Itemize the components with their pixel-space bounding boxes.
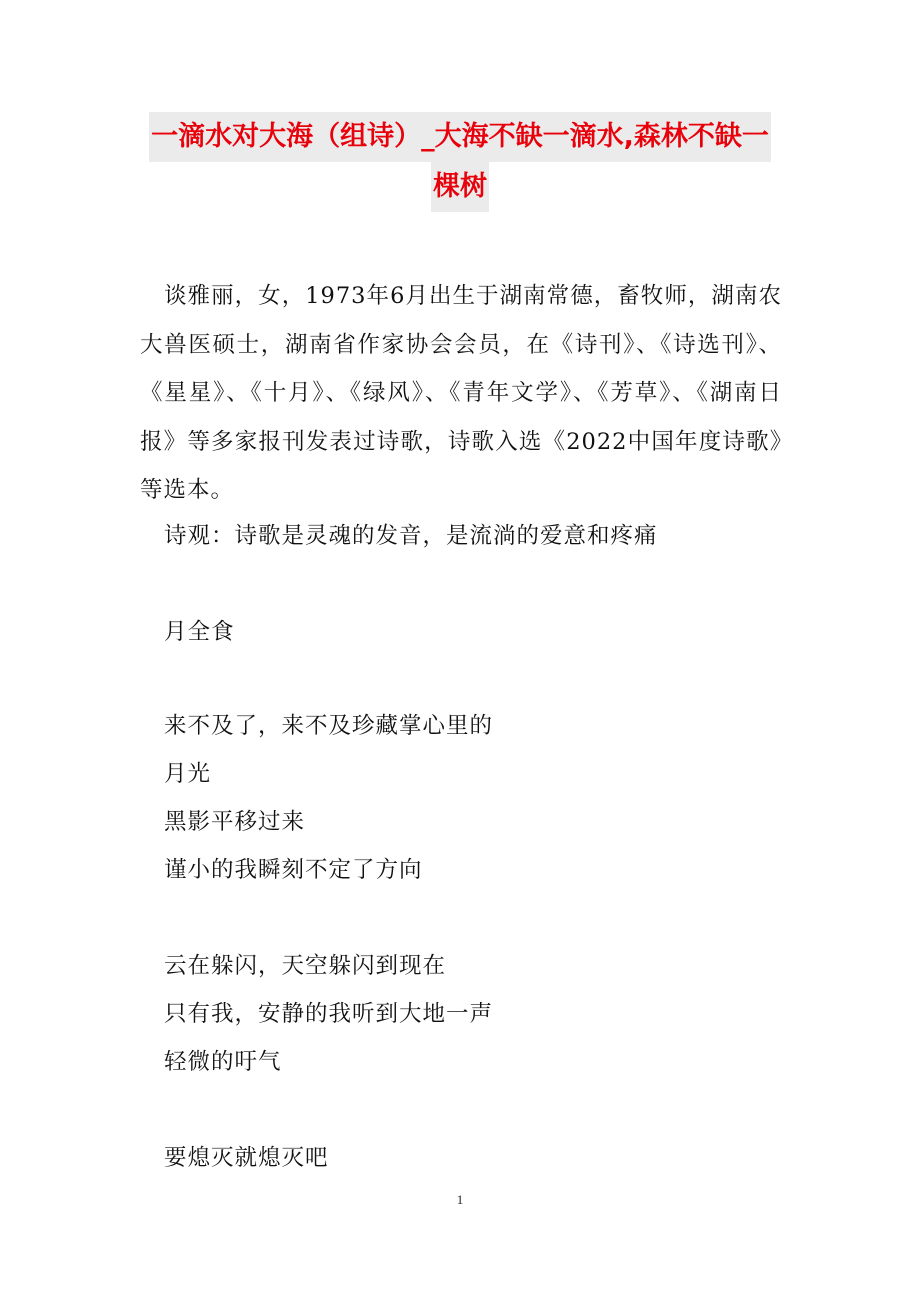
poem-line: 来不及了，来不及珍藏掌心里的 [164,713,494,739]
poem-line: 黑影平移过来 [164,809,306,835]
poem-line: 云在躲闪，天空躲闪到现在 [164,953,447,979]
title-line-2: 棵树 [431,162,489,212]
poem-line: 谨小的我瞬刻不定了方向 [164,857,423,883]
title-line-1: 一滴水对大海（组诗）_大海不缺一滴水,森林不缺一 [149,112,771,162]
poem-line: 月光 [164,761,212,787]
poem-line: 轻微的吁气 [164,1049,282,1075]
poetry-viewpoint: 诗观：诗歌是灵魂的发音，是流淌的爱意和疼痛 [164,523,658,549]
poem-title: 月全食 [164,619,235,645]
poem-line: 只有我，安静的我听到大地一声 [164,1001,494,1027]
document-title [0,112,920,212]
poem-line: 要熄灭就熄灭吧 [164,1145,329,1171]
page-number: 1 [456,1192,464,1207]
author-bio-paragraph: 谈雅丽，女，1973年6月出生于湖南常德，畜牧师，湖南农大兽医硕士，湖南省作家协会会员，在《诗刊》、《诗选刊》、《星星》、《十月》、《绿风》、《青年文学》、《芳草》、《湖南日报》等多家报刊发表过诗歌，诗歌入选《2022中国年度诗歌》等选本。 [140,283,782,503]
